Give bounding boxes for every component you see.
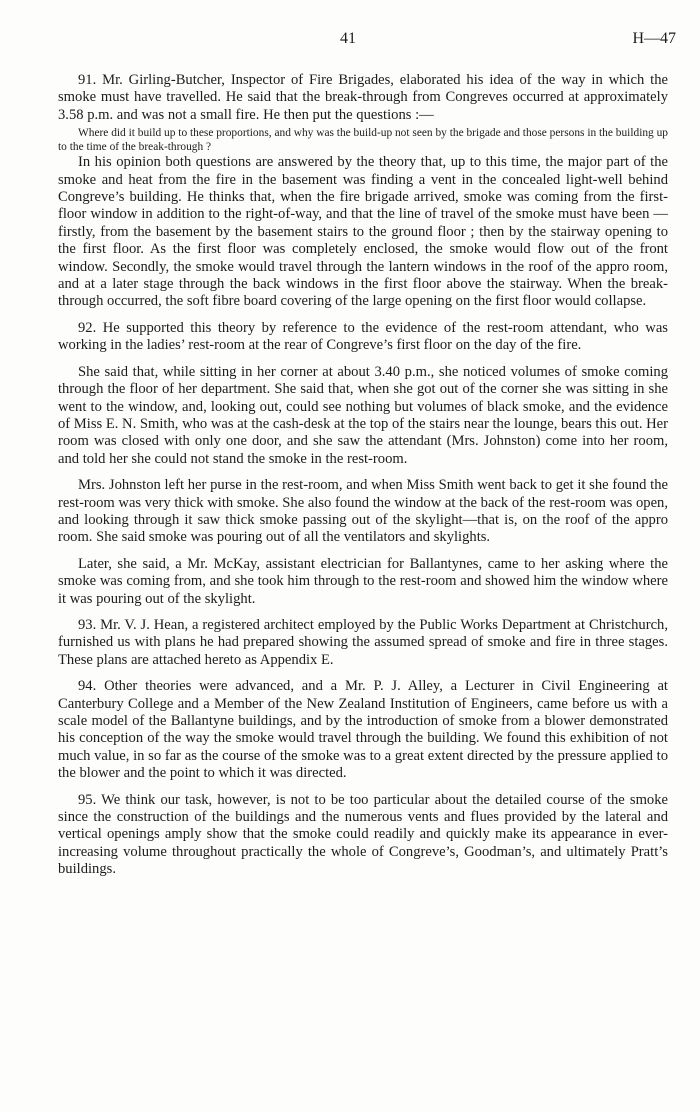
paragraph-number: 93. — [78, 616, 97, 633]
paragraph-93 — [58, 617, 668, 669]
paragraph-95 — [58, 792, 668, 879]
paragraph-number: 91. — [78, 72, 97, 88]
quoted-questions: Where did it build up to these proportions, and why was the build-up not seen by the brigade and those persons in the building up to the time of the break-through ? — [58, 127, 668, 154]
paragraph-number: 95. — [78, 791, 97, 808]
paragraph-text: Other theories were advanced, and a Mr. P. J. Alley, a Lecturer in Civil Engineering at Canterbury College and a Member of the New Zealand Institution of Engineers, came before us with a scale model of the Ballantyne buildings, and by the introduction of smoke from a blower demonstrated his conception of the way the smoke would travel through the building. We found this exhibition of not much value, in so far as the course of the smoke was to a great extent directed by the pressure applied to the blower and the point to which it was directed. — [58, 678, 668, 782]
page-number: 41 — [340, 30, 356, 47]
paragraph-number: 92. — [78, 319, 97, 336]
document-body — [58, 72, 668, 879]
paragraph-text: In his opinion both questions are answered by the theory that, up to this time, the major part of the smoke and heat from the fire in the basement was finding a vent in the concealed light-well behind Congreve’s building. He thinks that, when the fire brigade arrived, smoke was coming from the first-floor window in addition to the right-of-way, and that the line of travel of the smoke must have been —firstly, from the basement by the basement stairs to the ground floor ; then by the stairway opening to the first floor. As the first floor was completely enclosed, the smoke would flow out of the front window. Secondly, the smoke would travel through the lantern windows in the roof of the appro room, and at a later stage through the back windows in the first floor above the stairway. When the break-through occurred, the soft fibre board covering of the large opening on the first floor would collapse. — [58, 154, 668, 310]
paragraph-text: Later, she said, a Mr. McKay, assistant electrician for Ballantynes, came to her asking where the smoke was coming from, and she took him through to the rest-room and showed him the window where it was pouring out of the skylight. — [58, 555, 668, 607]
paragraph-number: 94. — [78, 678, 97, 695]
paragraph-text: We think our task, however, is not to be too particular about the detailed course of the smoke since the construction of the buildings and the numerous vents and flues provided by the lateral and vertical openings amply show that the smoke could readily and quickly make its appearance in ever-increasing volume throughout practically the whole of Congreve’s, Goodman’s, and ultimately Pratt’s buildings. — [58, 791, 668, 878]
paragraph-94 — [58, 678, 668, 782]
paragraph-text: Mr. V. J. Hean, a registered architect employed by the Public Works Department at Christchurch, furnished us with plans he had prepared showing the assumed spread of smoke and fire in three stages. These plans are attached hereto as Appendix E. — [58, 616, 668, 668]
paragraph-91 — [58, 72, 668, 124]
paragraph-text: Mrs. Johnston left her purse in the rest-room, and when Miss Smith went back to get it she found the rest-room was very thick with smoke. She also found the window at the back of the rest-room was open, and looking through it saw thick smoke passing out of the skylight—that is, on the roof of the appro room. She said smoke was pouring out of all the ventilators and skylights. — [58, 477, 668, 546]
page-header — [0, 30, 700, 52]
paragraph-text: He supported this theory by reference to the evidence of the rest-room attendant, who was working in the ladies’ rest-room at the rear of Congreve’s first floor on the day of the fire. — [58, 319, 668, 354]
document-reference: H—47 — [632, 30, 676, 47]
paragraph-92 — [58, 320, 668, 355]
paragraph-text: She said that, while sitting in her corner at about 3.40 p.m., she noticed volumes of smoke coming through the floor of her department. She said that, when she got out of the corner she was sitting in she went to the window, and, looking out, could see nothing but volumes of black smoke, and the evidence of Miss E. N. Smith, who was at the cash-desk at the top of the stairs near the lounge, bears this out. Her room was closed with only one door, and she saw the attendant (Mrs. Johnston) come into her room, and told her she could not stand the smoke in the rest-room. — [58, 363, 668, 467]
paragraph-text: Mr. Girling-Butcher, Inspector of Fire Brigades, elaborated his idea of the way in which the smoke must have travelled. He said that the break-through from Congreves occurred at approximately 3.58 p.m. and was not a small fire. He then put the questions :— — [58, 72, 668, 123]
